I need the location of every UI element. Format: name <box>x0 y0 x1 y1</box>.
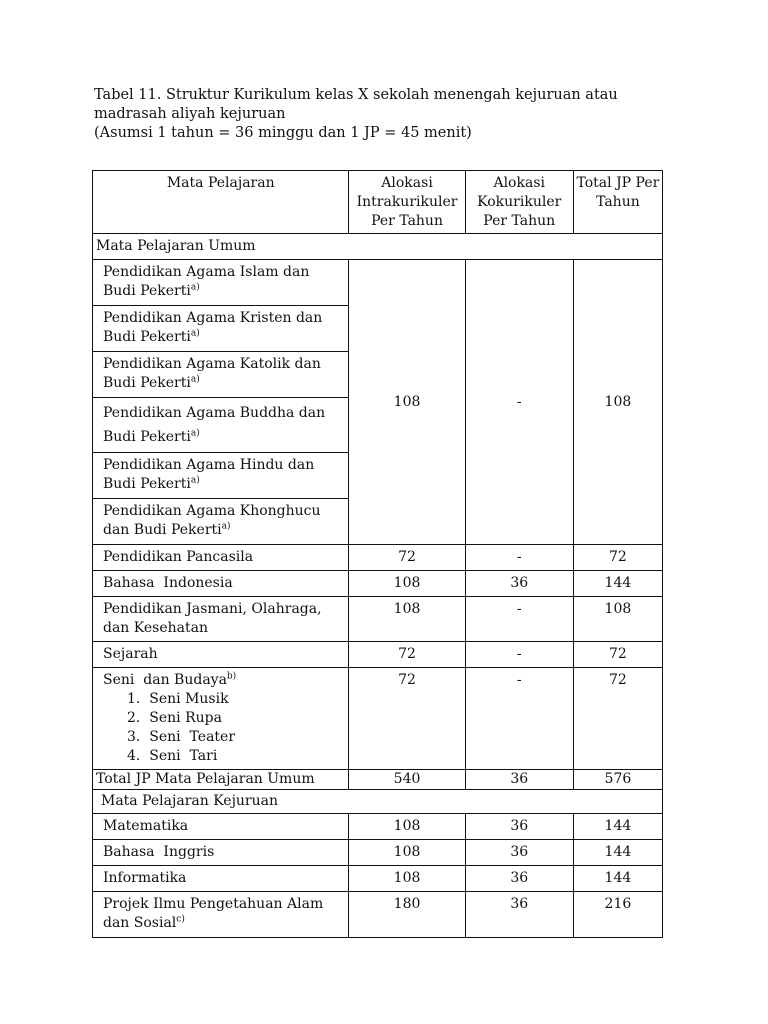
projek-cell: Projek Ilmu Pengetahuan Alam dan Sosial$^{c)}$ <box>93 892 349 938</box>
table-row <box>93 892 663 938</box>
intra-value: 180 <box>349 892 465 938</box>
total-umum-row <box>93 770 663 790</box>
agama-item: Pendidikan Agama Kristen dan Budi Pekerti$^{a)}$ <box>93 306 349 352</box>
koku-value: 36 <box>465 840 573 866</box>
koku-value: - <box>465 642 573 668</box>
header-row <box>93 171 663 234</box>
agama-item: Pendidikan Agama Islam dan Budi Pekerti$^{a)}$ <box>93 260 349 306</box>
table-row <box>93 814 663 840</box>
caption-assumption: (Asumsi 1 tahun = 36 minggu dan 1 JP = 45 menit) <box>94 125 472 141</box>
list-item: 4. Seni Tari <box>127 748 218 764</box>
subject-name: Pendidikan Jasmani, Olahraga, dan Kesehatan <box>93 597 349 642</box>
agama-item: Pendidikan Agama Hindu dan Budi Pekerti$^{a)}$ <box>93 453 349 499</box>
table-row <box>93 642 663 668</box>
total-value: 72 <box>573 668 662 770</box>
subject-name: Sejarah <box>93 642 349 668</box>
seni-cell: Seni dan Budaya$^{b)}$ 1. Seni Musik 2. Seni Rupa 3. Seni Teater 4. Seni Tari <box>93 668 349 770</box>
list-item: 2. Seni Rupa <box>127 710 222 726</box>
intra-value: 108 <box>349 840 465 866</box>
intra-value: 108 <box>349 571 465 597</box>
agama-total-value: 108 <box>573 260 662 545</box>
koku-value: 36 <box>465 892 573 938</box>
caption-title: Tabel 11. Struktur Kurikulum kelas X sekolah menengah kejuruan atau madrasah aliyah kejuruan <box>94 87 618 122</box>
section-kejuruan-label: Mata Pelajaran Kejuruan <box>93 790 663 814</box>
table-row <box>93 840 663 866</box>
koku-value: - <box>465 668 573 770</box>
intra-value: 72 <box>349 642 465 668</box>
agama-item: Pendidikan Agama Katolik dan Budi Pekerti$^{a)}$ <box>93 352 349 398</box>
koku-value: 36 <box>465 814 573 840</box>
agama-koku-value: - <box>465 260 573 545</box>
table-row <box>93 668 663 770</box>
subject-name: Bahasa Inggris <box>93 840 349 866</box>
intra-value: 108 <box>349 814 465 840</box>
header-total: Total JP Per Tahun <box>573 171 662 234</box>
koku-value: 36 <box>465 770 573 790</box>
total-value: 144 <box>573 571 662 597</box>
agama-item: Pendidikan Agama Khonghucu dan Budi Pekerti$^{a)}$ <box>93 499 349 545</box>
total-value: 144 <box>573 814 662 840</box>
list-item: 1. Seni Musik <box>127 691 229 707</box>
table-row <box>93 597 663 642</box>
section-umum-label: Mata Pelajaran Umum <box>93 234 663 260</box>
total-value: 144 <box>573 840 662 866</box>
table-caption <box>94 86 694 143</box>
section-row-kejuruan <box>93 790 663 814</box>
agama-intra-value: 108 <box>349 260 465 545</box>
seni-name: Seni dan Budaya <box>103 672 227 688</box>
total-value: 216 <box>573 892 662 938</box>
total-value: 108 <box>573 597 662 642</box>
intra-value: 108 <box>349 597 465 642</box>
table-row <box>93 545 663 571</box>
curriculum-table <box>92 170 663 938</box>
header-intrakurikuler: Alokasi Intrakurikuler Per Tahun <box>349 171 465 234</box>
total-value: 144 <box>573 866 662 892</box>
subject-name: Matematika <box>93 814 349 840</box>
header-subject: Mata Pelajaran <box>93 171 349 234</box>
subject-name: Bahasa Indonesia <box>93 571 349 597</box>
total-value: 72 <box>573 545 662 571</box>
section-row-umum <box>93 234 663 260</box>
seni-list <box>103 690 344 766</box>
intra-value: 540 <box>349 770 465 790</box>
subject-name: Pendidikan Pancasila <box>93 545 349 571</box>
total-umum-label: Total JP Mata Pelajaran Umum <box>93 770 349 790</box>
header-kokurikuler: Alokasi Kokurikuler Per Tahun <box>465 171 573 234</box>
koku-value: - <box>465 597 573 642</box>
koku-value: 36 <box>465 571 573 597</box>
intra-value: 72 <box>349 545 465 571</box>
projek-name: Projek Ilmu Pengetahuan Alam dan Sosial <box>103 896 324 931</box>
table-row <box>93 260 663 306</box>
koku-value: - <box>465 545 573 571</box>
table-row <box>93 866 663 892</box>
koku-value: 36 <box>465 866 573 892</box>
table-row <box>93 571 663 597</box>
list-item: 3. Seni Teater <box>127 729 236 745</box>
intra-value: 108 <box>349 866 465 892</box>
agama-item: Pendidikan Agama Buddha dan Budi Pekerti$^{a)}$ <box>93 398 349 453</box>
subject-name: Informatika <box>93 866 349 892</box>
total-value: 576 <box>573 770 662 790</box>
total-value: 72 <box>573 642 662 668</box>
intra-value: 72 <box>349 668 465 770</box>
